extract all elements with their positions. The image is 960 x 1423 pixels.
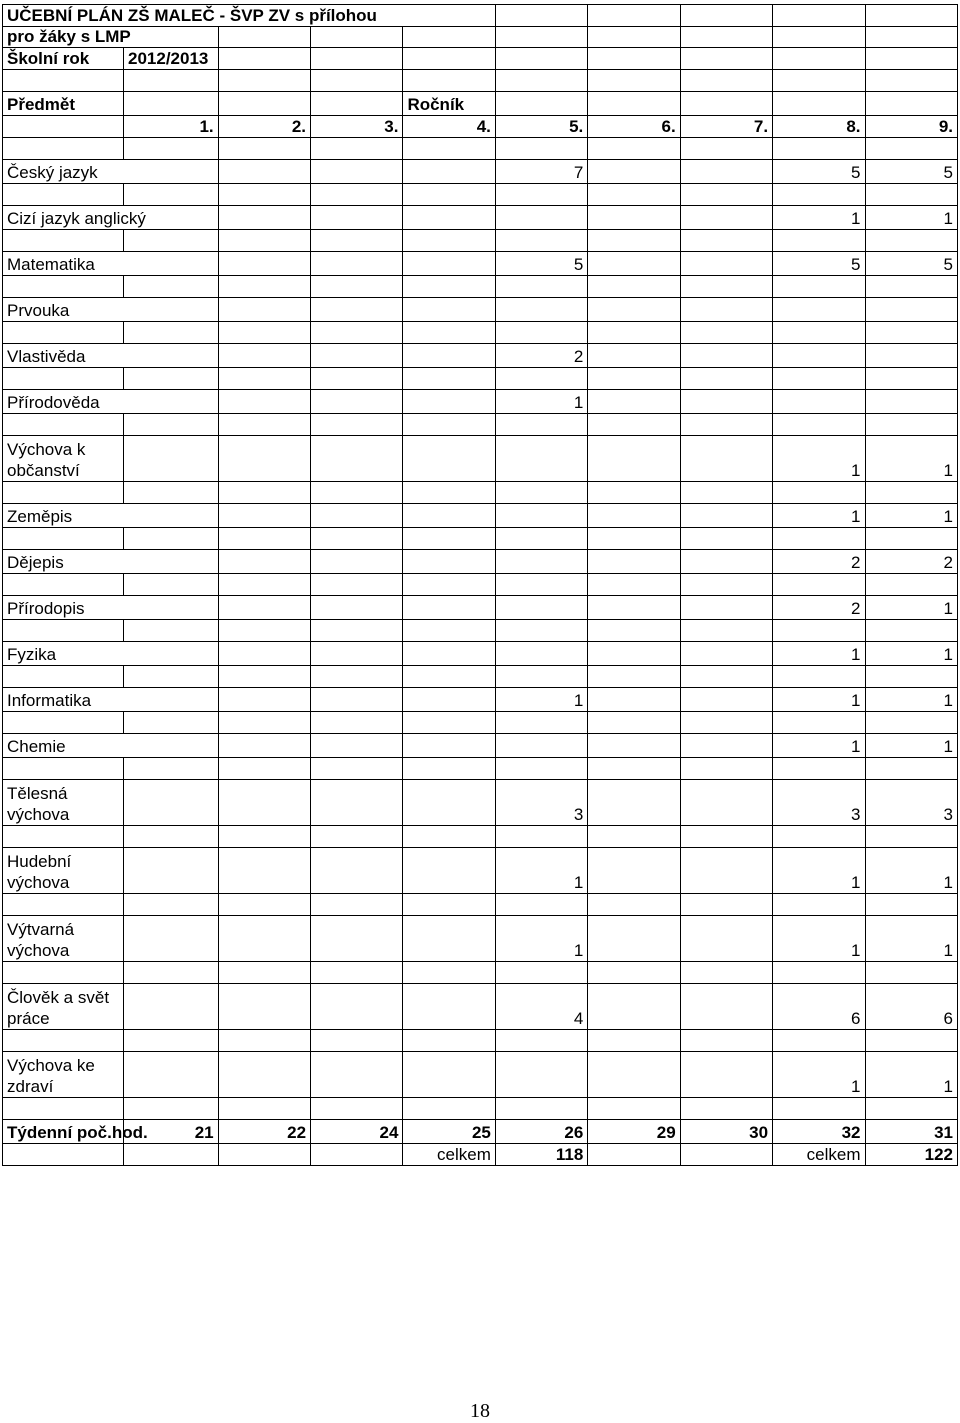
subject-value: 7: [495, 160, 587, 184]
subject-value: 3: [773, 780, 865, 826]
weekly-hours-value: 25: [403, 1120, 495, 1144]
subject-row: [3, 550, 958, 574]
subject-name: Přírodopis: [3, 596, 219, 620]
subject-value: 1: [865, 642, 958, 666]
page-number: 18: [470, 1400, 490, 1422]
spacer-row: [3, 620, 958, 642]
subject-value: [773, 344, 865, 368]
subject-value: 1: [865, 848, 958, 894]
subject-value: 1: [865, 1052, 958, 1098]
subject-row: [3, 1052, 958, 1098]
subject-value: 1: [773, 436, 865, 482]
spacer-row: [3, 276, 958, 298]
subject-value: 5: [865, 252, 958, 276]
subject-value: 3: [865, 780, 958, 826]
subject-row: [3, 504, 958, 528]
subject-name: Český jazyk: [3, 160, 219, 184]
spacer-row: [3, 184, 958, 206]
grade-header: 1.: [124, 116, 219, 138]
subject-row: [3, 298, 958, 322]
subject-value: 1: [495, 688, 587, 712]
weekly-hours-value: 31: [865, 1120, 958, 1144]
weekly-hours-row: [3, 1120, 958, 1144]
total-value: 122: [865, 1144, 958, 1166]
grade-header: 3.: [311, 116, 403, 138]
subject-name: Tělesná výchova: [3, 780, 124, 826]
weekly-hours-value: 24: [311, 1120, 403, 1144]
total-value: 118: [495, 1144, 587, 1166]
spacer-row: [3, 666, 958, 688]
spacer-row: [3, 894, 958, 916]
subject-value: 1: [865, 734, 958, 758]
subject-value: 4: [495, 984, 587, 1030]
spacer-row: [3, 482, 958, 504]
subject-value: 1: [865, 596, 958, 620]
subject-value: 1: [865, 436, 958, 482]
subject-value: 1: [495, 390, 587, 414]
subject-name: Matematika: [3, 252, 219, 276]
spacer-row: [3, 368, 958, 390]
subject-name: Výchova ke zdraví: [3, 1052, 124, 1098]
subject-value: 5: [865, 160, 958, 184]
subject-name: Člověk a svět práce: [3, 984, 124, 1030]
subject-value: 2: [865, 550, 958, 574]
subject-value: [865, 298, 958, 322]
subject-name: Zeměpis: [3, 504, 219, 528]
weekly-hours-value: 21: [124, 1120, 219, 1144]
subject-value: 1: [495, 848, 587, 894]
subject-value: 3: [495, 780, 587, 826]
subject-value: [495, 734, 587, 758]
subject-value: 1: [773, 916, 865, 962]
subject-value: [495, 298, 587, 322]
subject-row: [3, 780, 958, 826]
subject-value: [865, 344, 958, 368]
subject-value: 1: [865, 916, 958, 962]
subject-value: 1: [773, 642, 865, 666]
grade-header: 9.: [865, 116, 958, 138]
subject-row: [3, 596, 958, 620]
subject-name: Fyzika: [3, 642, 219, 666]
subject-name: Dějepis: [3, 550, 219, 574]
title-line-1: UČEBNÍ PLÁN ZŠ MALEČ - ŠVP ZV s přílohou: [3, 5, 496, 27]
curriculum-table: [2, 4, 958, 1166]
weekly-hours-value: 32: [773, 1120, 865, 1144]
subject-value: 1: [773, 848, 865, 894]
spacer-row: [3, 574, 958, 596]
subject-value: 5: [773, 252, 865, 276]
subject-name: Hudební výchova: [3, 848, 124, 894]
spacer-row: [3, 1030, 958, 1052]
subject-name: Prvouka: [3, 298, 219, 322]
weekly-hours-label: Týdenní poč.hod.: [3, 1120, 124, 1144]
spacer-row: [3, 758, 958, 780]
weekly-hours-value: 22: [218, 1120, 310, 1144]
subject-value: 6: [773, 984, 865, 1030]
grade-row: [3, 116, 958, 138]
spacer-row: [3, 414, 958, 436]
weekly-hours-value: 30: [680, 1120, 772, 1144]
subject-name: Přírodověda: [3, 390, 219, 414]
subject-name: Vlastivěda: [3, 344, 219, 368]
spacer-row: [3, 826, 958, 848]
subject-value: 1: [773, 1052, 865, 1098]
subject-row: [3, 688, 958, 712]
subject-row: [3, 984, 958, 1030]
total-row: [3, 1144, 958, 1166]
subject-value: [495, 206, 587, 230]
subject-row: [3, 916, 958, 962]
total-label: celkem: [403, 1144, 495, 1166]
subject-column-header: Předmět: [3, 92, 124, 116]
spacer-row: [3, 138, 958, 160]
grade-column-header: Ročník: [403, 92, 495, 116]
subject-value: 6: [865, 984, 958, 1030]
weekly-hours-value: 29: [588, 1120, 680, 1144]
subject-value: [495, 436, 587, 482]
subject-row: [3, 206, 958, 230]
total-label: celkem: [773, 1144, 865, 1166]
subject-name: Výtvarná výchova: [3, 916, 124, 962]
subject-value: [773, 298, 865, 322]
spacer-row: [3, 962, 958, 984]
subject-row: [3, 344, 958, 368]
spacer-row: [3, 1098, 958, 1120]
grade-header: 6.: [588, 116, 680, 138]
subject-row: [3, 848, 958, 894]
subject-value: 1: [495, 916, 587, 962]
subject-name: Chemie: [3, 734, 219, 758]
subject-value: [495, 1052, 587, 1098]
subject-value: 1: [773, 504, 865, 528]
subject-value: 1: [865, 206, 958, 230]
subject-value: 2: [495, 344, 587, 368]
grade-header: 4.: [403, 116, 495, 138]
subject-row: [3, 160, 958, 184]
spacer-row: [3, 528, 958, 550]
school-year: 2012/2013: [124, 48, 219, 70]
school-year-label: Školní rok: [3, 48, 124, 70]
title-line-2: pro žáky s LMP: [3, 27, 219, 48]
subject-value: 1: [865, 688, 958, 712]
subject-value: 1: [773, 734, 865, 758]
subject-value: 5: [495, 252, 587, 276]
grade-header: 2.: [218, 116, 310, 138]
subject-name: Výchova k občanství: [3, 436, 124, 482]
subject-row: [3, 390, 958, 414]
subject-value: 2: [773, 596, 865, 620]
spacer-row: [3, 712, 958, 734]
subject-row: [3, 252, 958, 276]
weekly-hours-value: 26: [495, 1120, 587, 1144]
subject-value: 1: [773, 206, 865, 230]
subject-value: [495, 596, 587, 620]
subject-row: [3, 734, 958, 758]
grade-header: 7.: [680, 116, 772, 138]
subject-name: Cizí jazyk anglický: [3, 206, 219, 230]
subject-value: [773, 390, 865, 414]
grade-header: 8.: [773, 116, 865, 138]
subject-value: [495, 504, 587, 528]
subject-value: [495, 642, 587, 666]
subject-name: Informatika: [3, 688, 219, 712]
spacer-row: [3, 322, 958, 344]
subject-value: 2: [773, 550, 865, 574]
subject-row: [3, 436, 958, 482]
subject-value: [495, 550, 587, 574]
subject-value: 5: [773, 160, 865, 184]
subject-value: [865, 390, 958, 414]
spacer-row: [3, 230, 958, 252]
subject-value: 1: [773, 688, 865, 712]
grade-header: 5.: [495, 116, 587, 138]
subject-value: 1: [865, 504, 958, 528]
subject-row: [3, 642, 958, 666]
